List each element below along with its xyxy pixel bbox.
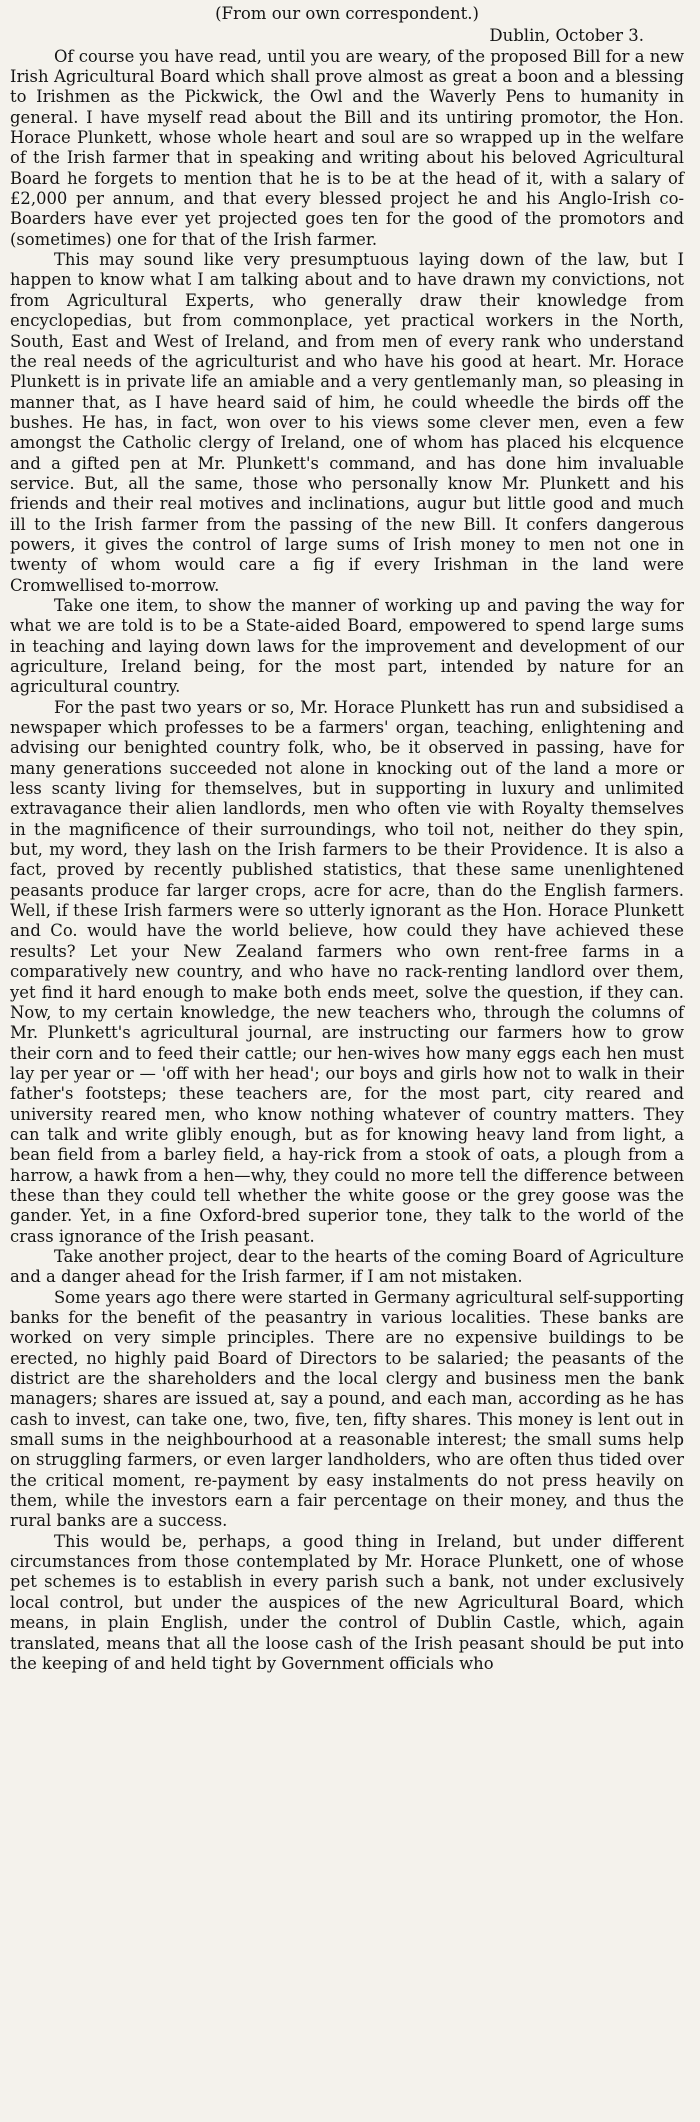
paragraph-5: Take another project, dear to the hearts of the coming Board of Agriculture and a danger ahead for the Irish farmer, if I am not mistaken. (10, 1246, 684, 1287)
paragraph-4: For the past two years or so, Mr. Horace Plunkett has run and subsidised a newspaper which professes to be a farmers' organ, teaching, enlightening and advising our benighted country folk, who, be it observed in passing, have for many generations succeeded not alone in knocking out of the land a more or less scanty living for themselves, but in supporting in luxury and unlimited extravagance their alien landlords, men who often vie with Royalty themselves in the magnificence of their surroundings, who toil not, neither do they spin, but, my word, they lash on the Irish farmers to be their Providence. It is also a fact, proved by recently published statistics, that these same unenlightened peasants produce far larger crops, acre for acre, than do the English farmers. Well, if these Irish farmers were so utterly ignorant as the Hon. Horace Plunkett and Co. would have the world believe, how could they have achieved these results? Let your New Zealand farmers who own rent-free farms in a comparatively new country, and who have no rack-renting landlord over them, yet find it hard enough to make both ends meet, solve the question, if they can. Now, to my certain knowledge, the new teachers who, through the columns of Mr. Plunkett's agricultural journal, are instructing our farmers how to grow their corn and to feed their cattle; our hen-wives how many eggs each hen must lay per year or — 'off with her head'; our boys and girls how not to walk in their father's footsteps; these teachers are, for the most part, city reared and university reared men, who know nothing whatever of country matters. They can talk and write glibly enough, but as for knowing heavy land from light, a bean field from a barley field, a hay-rick from a stook of oats, a plough from a harrow, a hawk from a hen—why, they could no more tell the difference between these than they could tell whether the white goose or the grey goose was the gander. Yet, in a fine Oxford-bred superior tone, they talk to the world of the crass ignorance of the Irish peasant. (10, 697, 684, 1246)
correspondent-heading: (From our own correspondent.) (215, 4, 479, 23)
paragraph-2: This may sound like very presumptuous laying down of the law, but I happen to know what I am talking about and to have drawn my convictions, not from Agricultural Experts, who generally draw their knowledge from encyclopedias, but from commonplace, yet practical workers in the North, South, East and West of Ireland, and from men of every rank who understand the real needs of the agriculturist and who have his good at heart. Mr. Horace Plunkett is in private life an amiable and a very gentlemanly man, so pleasing in manner that, as I have heard said of him, he could wheedle the birds off the bushes. He has, in fact, won over to his views some clever men, even a few amongst the Catholic clergy of Ireland, one of whom has placed his elcquence and a gifted pen at Mr. Plunkett's command, and has done him invaluable service. But, all the same, those who personally know Mr. Plunkett and his friends and their real motives and inclinations, augur but little good and much ill to the Irish farmer from the passing of the new Bill. It confers dangerous powers, it gives the control of large sums of Irish money to men not one in twenty of whom would care a fig if every Irishman in the land were Cromwellised to-morrow. (10, 250, 684, 595)
dateline: Dublin, October 3. (489, 26, 644, 46)
paragraph-7: This would be, perhaps, a good thing in Ireland, but under different circumstances from those contemplated by Mr. Horace Plunkett, one of whose pet schemes is to establish in every parish such a bank, not under exclusively local control, but under the auspices of the new Agricultural Board, which means, in plain English, under the control of Dublin Castle, which, again translated, means that all the loose cash of the Irish peasant should be put into the keeping of and held tight by Government officials who (10, 1531, 684, 1673)
paragraph-6: Some years ago there were started in Germany agricultural self-supporting banks for the benefit of the peasantry in various localities. These banks are worked on very simple principles. There are no expensive buildings to be erected, no highly paid Board of Directors to be salaried; the peasants of the district are the shareholders and the local clergy and business men the bank managers; shares are issued at, say a pound, and each man, according as he has cash to invest, can take one, two, five, ten, fifty shares. This money is lent out in small sums in the neighbourhood at a reasonable interest; the small sums help on struggling farmers, or even larger landholders, who are often thus tided over the critical moment, re-payment by easy instalments do not press heavily on them, while the investors earn a fair percentage on their money, and thus the rural banks are a success. (10, 1287, 684, 1531)
paragraph-1: Of course you have read, until you are weary, of the proposed Bill for a new Irish Agricultural Board which shall prove almost as great a boon and a blessing to Irishmen as the Pickwick, the Owl and the Waverly Pens to humanity in general. I have myself read about the Bill and its untiring promotor, the Hon. Horace Plunkett, whose whole heart and soul are so wrapped up in the welfare of the Irish farmer that in speaking and writing about his beloved Agricultural Board he forgets to mention that he is to be at the head of it, with a salary of £2,000 per annum, and that every blessed project he and his Anglo-Irish co-Boarders have ever yet projected goes ten for the good of the promotors and (sometimes) one for that of the Irish farmer. (10, 46, 684, 249)
paragraph-3: Take one item, to show the manner of working up and paving the way for what we are told is to be a State-aided Board, empowered to spend large sums in teaching and laying down laws for the improvement and development of our agriculture, Ireland being, for the most part, intended by nature for an agricultural country. (10, 595, 684, 697)
